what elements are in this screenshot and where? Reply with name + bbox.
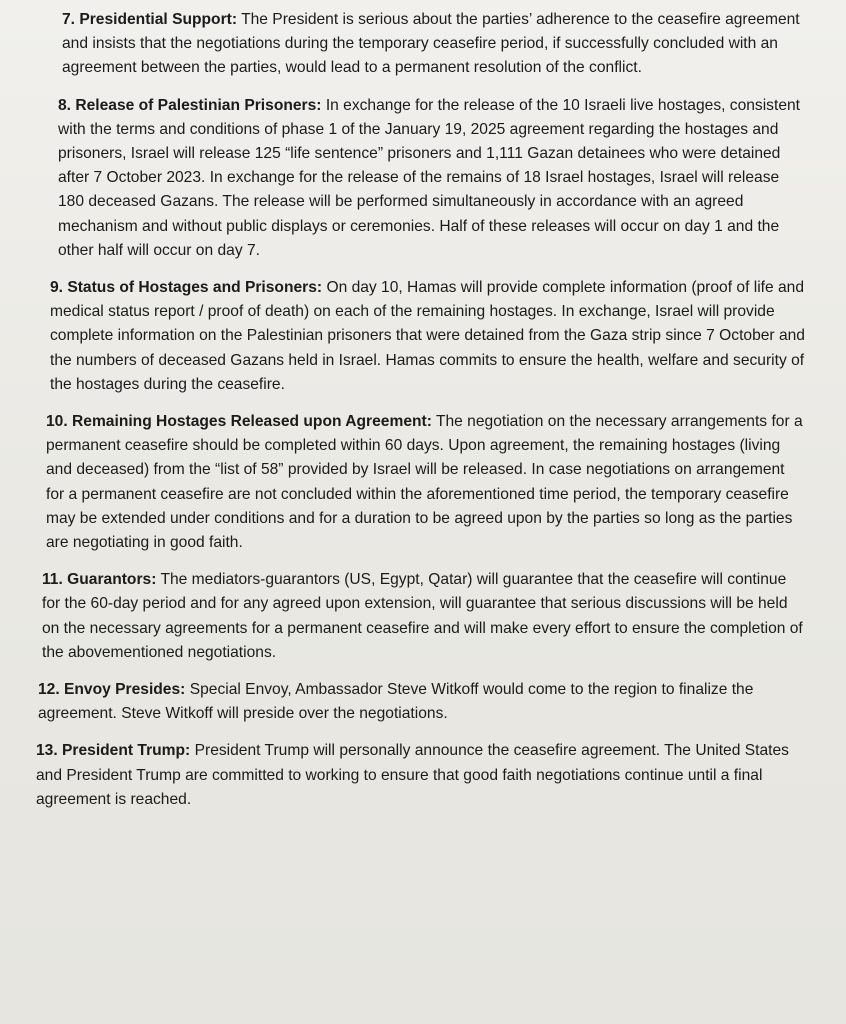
section-7-heading: 7. Presidential Support: <box>62 11 238 28</box>
section-8 <box>46 94 806 263</box>
section-8-heading: 8. Release of Palestinian Prisoners: <box>58 96 322 114</box>
section-8-body: In exchange for the release of the 10 Israeli live hostages, consistent with the terms and conditions of phase 1 of the January 19, 2025 agreement regarding the hostages and prisoners, Israel will release 125 “life sentence” prisoners and 1,111 Gazan detainees who were detained after 7 October 2023. In exchange for the release of the remains of 18 Israel hostages, Israel will release 180 deceased Gazans. The release will be performed simultaneously in accordance with an agreed mechanism and without public displays or ceremonies. Half of these releases will occur on day 1 and the other half will occur on day 7. <box>58 96 800 259</box>
section-9 <box>46 276 806 397</box>
section-7-body: The President is serious about the parties’ adherence to the ceasefire agreement and insists that the negotiations during the temporary ceasefire period, if successfully concluded with an agreement between the parties, would lead to a permanent resolution of the conflict. <box>62 11 800 77</box>
section-13-body: President Trump will personally announce the ceasefire agreement. The United States and President Trump are committed to working to ensure that good faith negotiations continue until a final agreement is reached. <box>36 742 789 808</box>
section-10-heading: 10. Remaining Hostages Released upon Agreement: <box>46 413 432 431</box>
section-12-body: Special Envoy, Ambassador Steve Witkoff would come to the region to finalize the agreement. Steve Witkoff will preside over the negotiations. <box>38 681 754 723</box>
section-11 <box>42 568 806 665</box>
section-13 <box>36 739 806 812</box>
section-12 <box>38 678 806 726</box>
section-11-body: The mediators-guarantors (US, Egypt, Qatar) will guarantee that the ceasefire will continue for the 60-day period and for any agreed upon extension, will guarantee that serious discussions will be held on the necessary agreements for a permanent ceasefire and will make every effort to ensure the completion of the abovementioned negotiations. <box>42 571 803 661</box>
section-9-body: On day 10, Hamas will provide complete information (proof of life and medical status report / proof of death) on each of the remaining hostages. In exchange, Israel will provide complete information on the Palestinian prisoners that were detained from the Gaza strip since 7 October and the numbers of deceased Gazans held in Israel. Hamas commits to ensure the health, welfare and security of the hostages during the ceasefire. <box>50 279 805 393</box>
section-7 <box>46 8 806 81</box>
section-12-heading: 12. Envoy Presides: <box>38 681 186 699</box>
section-11-heading: 11. Guarantors: <box>42 571 157 589</box>
section-10 <box>46 410 806 555</box>
section-13-heading: 13. President Trump: <box>36 742 191 760</box>
section-9-heading: 9. Status of Hostages and Prisoners: <box>50 279 323 297</box>
section-10-body: The negotiation on the necessary arrangements for a permanent ceasefire should be completed within 60 days. Upon agreement, the remaining hostages (living and deceased) from the “list of 58” provided by Israel will be released. In case negotiations on arrangement for a permanent ceasefire are not concluded within the aforementioned time period, the temporary ceasefire may be extended under conditions and for a duration to be agreed upon by the parties so long as the parties are negotiating in good faith. <box>46 413 803 552</box>
